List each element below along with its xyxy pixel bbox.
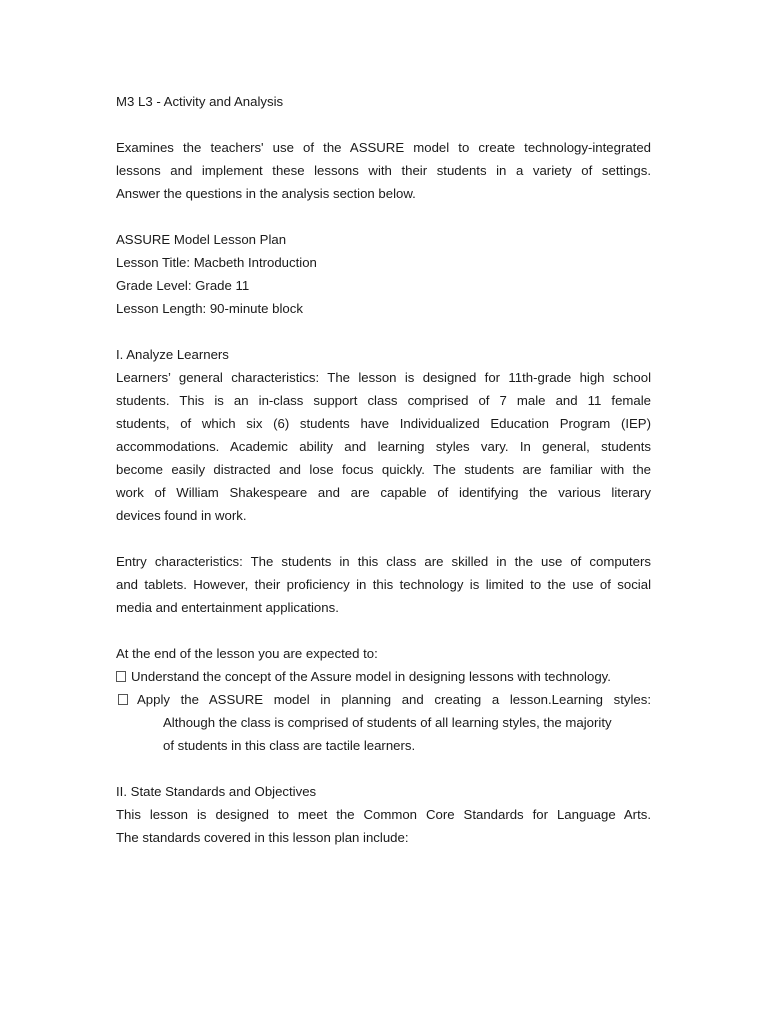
intro-line-1: Examines the teachers' use of the ASSURE model to create technology-integrated [116, 140, 651, 155]
general-line-1: Learners’ general characteristics: The lesson is designed for 11th-grade high school [116, 370, 651, 385]
bullet2-cont-line-2: of students in this class are tactile learners. [163, 738, 416, 753]
plan-heading: ASSURE Model Lesson Plan [116, 232, 287, 247]
general-line-5: become easily distracted and lose focus quickly. The students are familiar with the [116, 462, 651, 477]
expected-intro: At the end of the lesson you are expected to: [116, 646, 378, 661]
general-line-3: students, of which six (6) students have Individualized Education Program (IEP) [116, 416, 651, 431]
section1-heading: I. Analyze Learners [116, 347, 229, 362]
general-line-7: devices found in work. [116, 508, 247, 523]
document-page [116, 90, 651, 849]
lesson-length: Lesson Length: 90-minute block [116, 301, 303, 316]
entry-line-2: and tablets. However, their proficiency in this technology is limited to the use of social [116, 577, 651, 592]
intro-line-3: Answer the questions in the analysis section below. [116, 186, 416, 201]
bullet2-cont-line-1: Although the class is comprised of students of all learning styles, the majority [163, 715, 612, 730]
bullet-text-1: Understand the concept of the Assure model in designing lessons with technology. [131, 669, 611, 684]
entry-line-1: Entry characteristics: The students in this class are skilled in the use of computers [116, 554, 651, 569]
entry-line-3: media and entertainment applications. [116, 600, 339, 615]
intro-line-2: lessons and implement these lessons with their students in a variety of settings. [116, 163, 651, 178]
general-line-2: students. This is an in-class support class comprised of 7 male and 11 female [116, 393, 651, 408]
general-line-4: accommodations. Academic ability and learning styles vary. In general, students [116, 439, 651, 454]
grade-level: Grade Level: Grade 11 [116, 278, 250, 293]
checkbox-glyph-icon [118, 694, 128, 705]
lesson-title: Lesson Title: Macbeth Introduction [116, 255, 317, 270]
checkbox-glyph-icon [116, 671, 126, 682]
bullet-item-1 [116, 665, 651, 688]
general-line-6: work of William Shakespeare and are capable of identifying the various literary [116, 485, 651, 500]
section2-line-2: The standards covered in this lesson plan include: [116, 830, 409, 845]
bullet-text-2: Apply the ASSURE model in planning and creating a lesson.Learning styles: [137, 692, 651, 707]
document-title: M3 L3 - Activity and Analysis [116, 94, 284, 109]
section2-heading: II. State Standards and Objectives [116, 784, 317, 799]
section2-line-1: This lesson is designed to meet the Common Core Standards for Language Arts. [116, 807, 651, 822]
bullet-item-2 [116, 688, 651, 711]
